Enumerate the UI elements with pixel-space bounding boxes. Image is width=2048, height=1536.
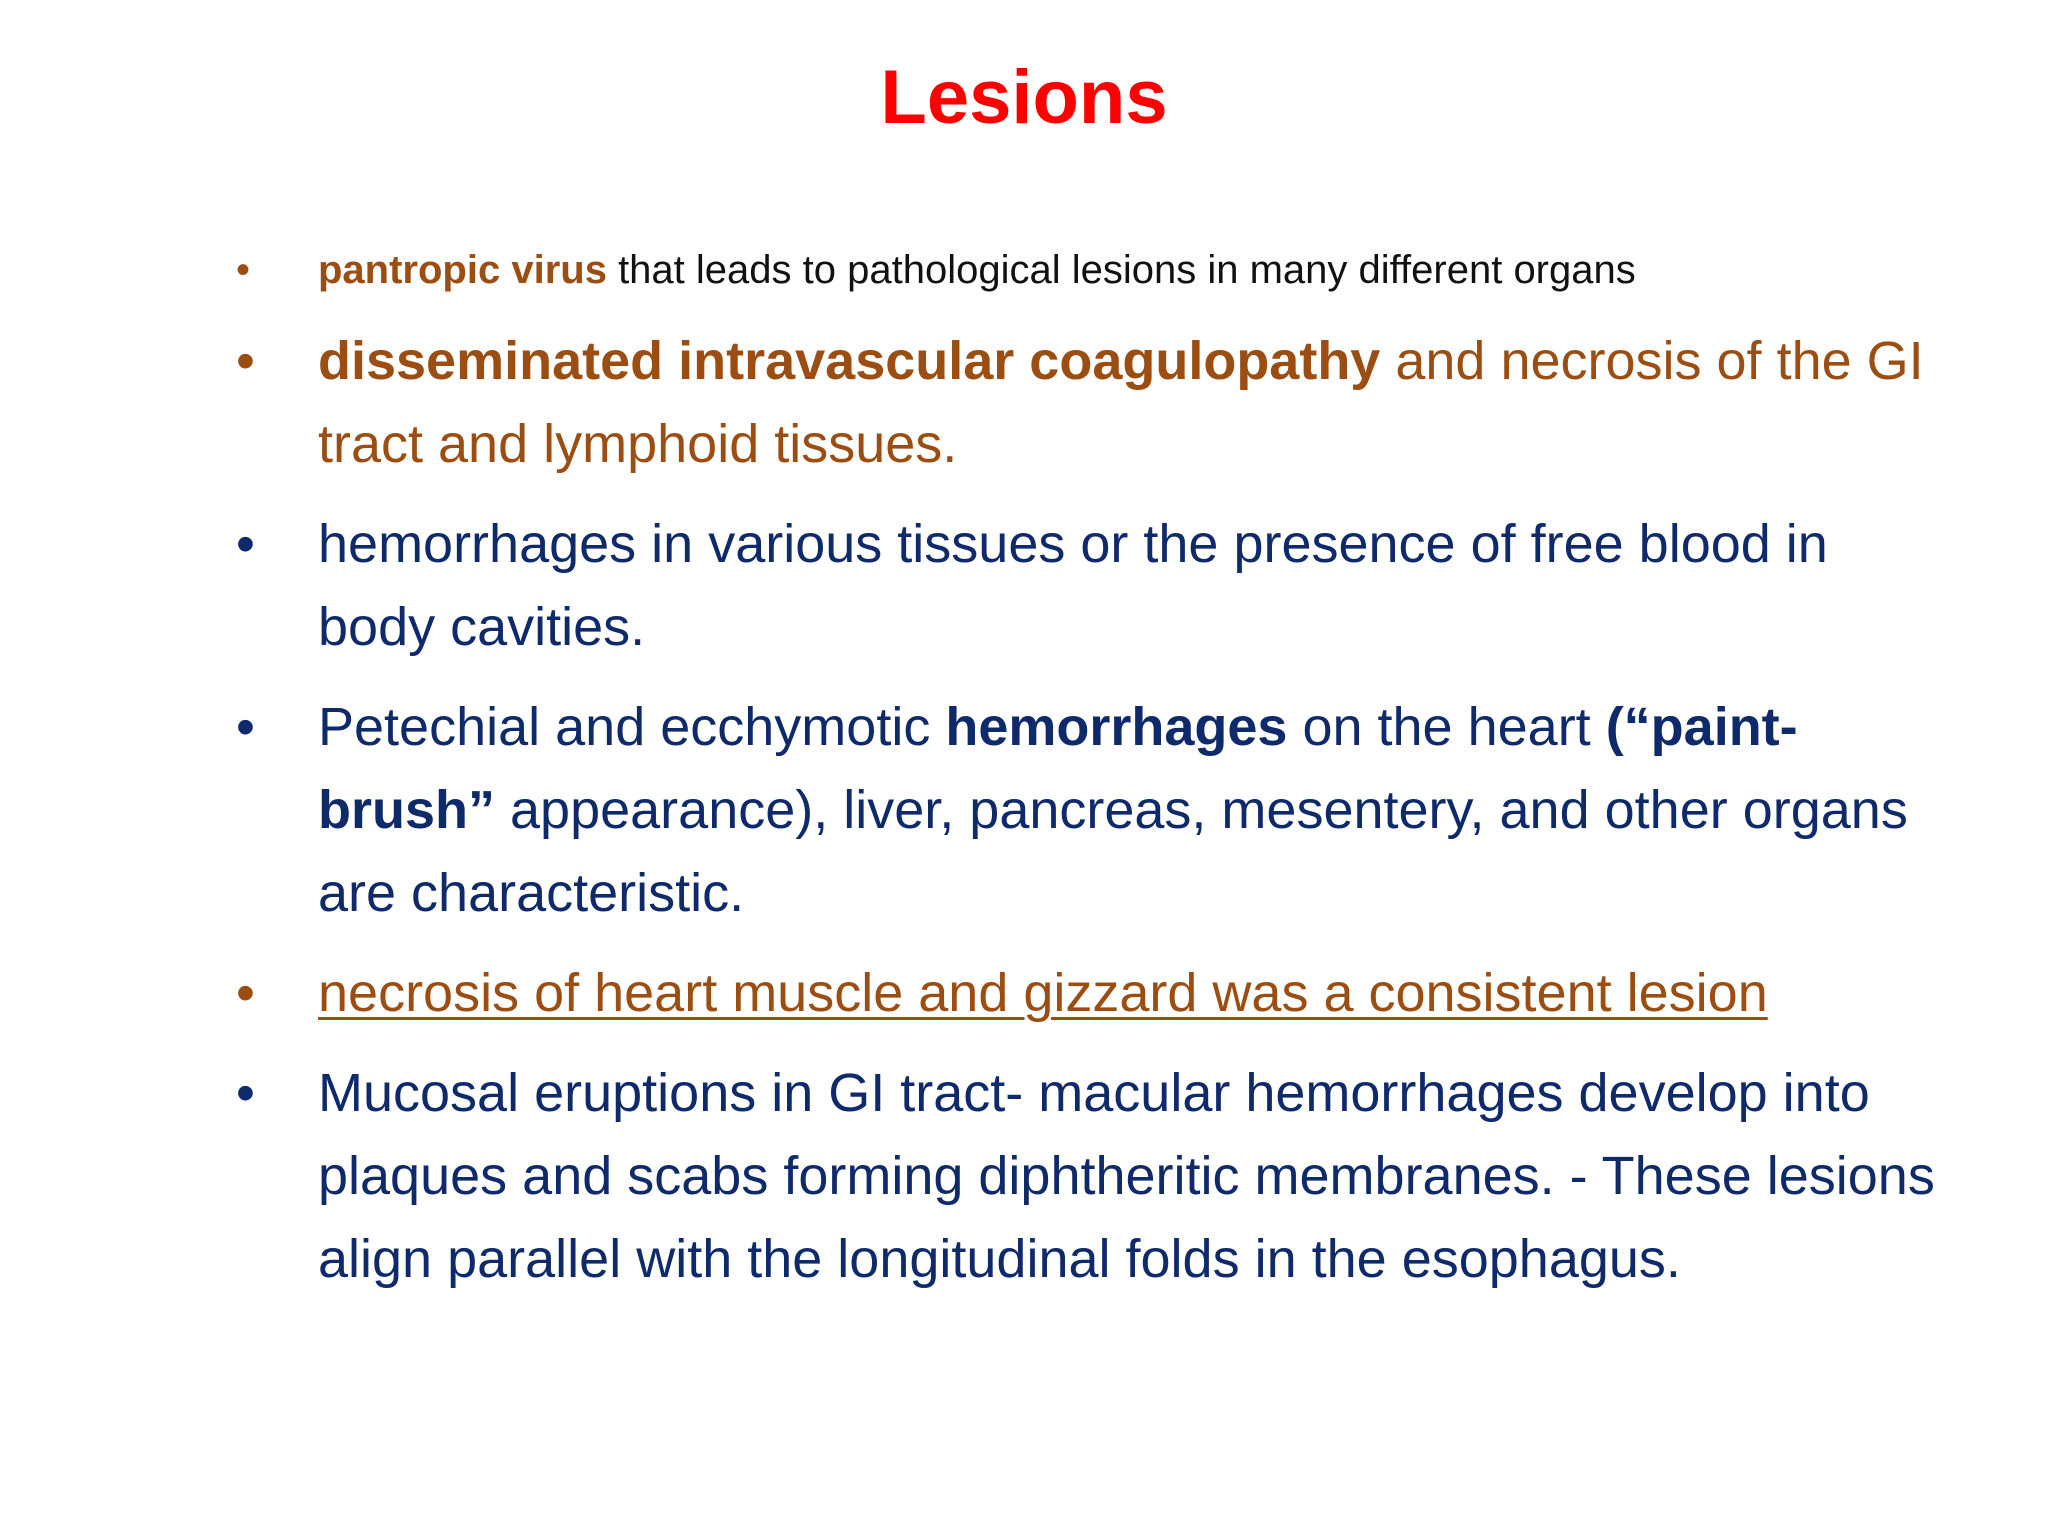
- dic-text: and necrosis of the GI tract and lymphoid tissues.: [318, 331, 1924, 474]
- bullet-dot-icon: •: [236, 514, 255, 574]
- bullet-item-pantropic-virus: [236, 240, 1956, 300]
- bullet-dot-icon: •: [236, 331, 255, 391]
- dic-term: disseminated intravascular coagulopathy: [318, 331, 1381, 391]
- bullet-dot-icon: •: [236, 1063, 255, 1123]
- bullet-item-mucosal-eruptions: [236, 1052, 1956, 1301]
- petechial-text-b: on the heart: [1287, 697, 1606, 757]
- bullet-item-petechial: [236, 686, 1956, 935]
- mucosal-eruptions-text: Mucosal eruptions in GI tract- macular hemorrhages develop into plaques and scabs forming diphtheritic membranes. - These lesions align parallel with the longitudinal folds in the esophagus.: [318, 1063, 1935, 1289]
- bullet-item-dic: [236, 320, 1956, 486]
- petechial-text-c: appearance), liver, pancreas, mesentery, and other organs are characteristic.: [318, 780, 1908, 923]
- hemorrhages-text: hemorrhages in various tissues or the presence of free blood in body cavities.: [318, 514, 1828, 657]
- bullet-list: [236, 240, 1956, 1318]
- hemorrhages-term: hemorrhages: [945, 697, 1288, 757]
- paint-brush-term: (“paint-brush”: [318, 697, 1798, 840]
- pantropic-virus-term: pantropic virus: [318, 248, 607, 292]
- necrosis-heart-text: necrosis of heart muscle and gizzard was a consistent lesion: [318, 963, 1768, 1023]
- bullet-dot-icon: •: [236, 697, 255, 757]
- bullet-item-hemorrhages: [236, 503, 1956, 669]
- bullet-dot-icon: •: [236, 963, 255, 1023]
- bullet-dot-icon: •: [236, 248, 251, 292]
- slide-title: Lesions: [880, 55, 1168, 140]
- petechial-text-a: Petechial and ecchymotic: [318, 697, 946, 757]
- pantropic-virus-text: that leads to pathological lesions in many different organs: [606, 248, 1636, 292]
- bullet-item-necrosis-heart: [236, 952, 1956, 1035]
